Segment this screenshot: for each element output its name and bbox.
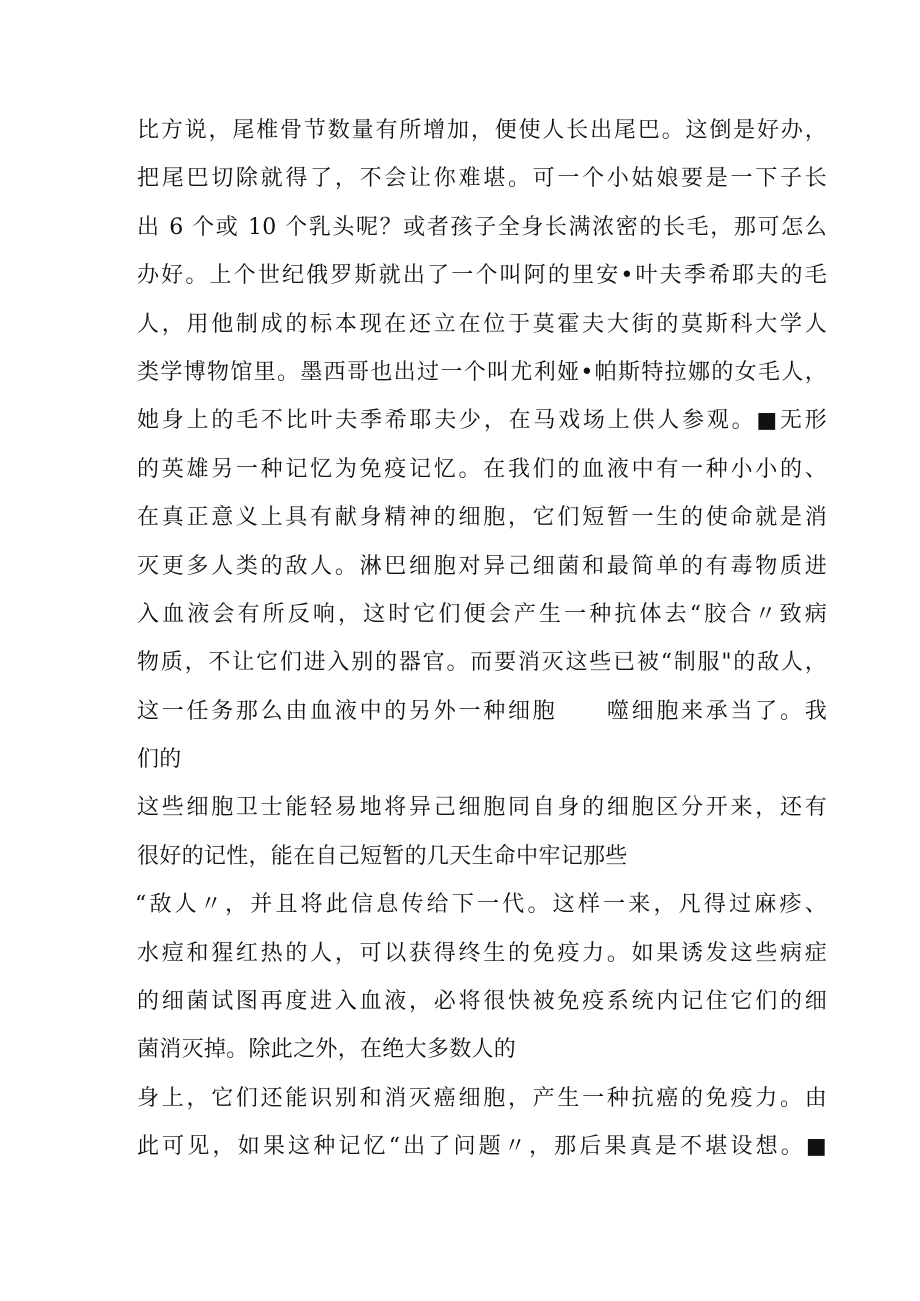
text-line: 把尾巴切除就得了，不会让你难堪。可一个小姑娘要是一下子长 [137,166,827,192]
text-line: 类学博物馆里。墨西哥也出过一个叫尤利娅•帕斯特拉娜的女毛人， [137,359,827,385]
text-line: 办好。上个世纪俄罗斯就出了一个叫阿的里安•叶夫季希耶夫的毛 [137,263,827,289]
text-line: 人，用他制成的标本现在还立在位于莫霍夫大街的莫斯科大学人 [137,311,827,337]
text-line: 的英雄另一种记忆为免疫记忆。在我们的血液中有一种小小的、 [137,456,827,482]
text-line: 菌消灭掉。除此之外，在绝大多数人的 [137,1037,517,1063]
text-line: 灭更多人类的敌人。淋巴细胞对异己细菌和最简单的有毒物质进 [137,553,827,579]
text-line: “敌人〃，并且将此信息传给下一代。这样一来，凡得过麻疹、 [135,892,827,918]
text-line: 比方说，尾椎骨节数量有所增加，便使人长出尾巴。这倒是好办， [137,118,827,143]
text-line: 在真正意义上具有献身精神的细胞，它们短暂一生的使命就是消 [137,505,827,531]
text-line: 这一任务那么由血液中的另外一种细胞 噬细胞来承当了。我 [137,698,827,724]
text-line: 这些细胞卫士能轻易地将异己细胞同自身的细胞区分开来，还有 [137,795,827,821]
text-line: 身上，它们还能识别和消灭癌细胞，产生一种抗癌的免疫力。由 [137,1085,827,1111]
text-line: 入血液会有所反响，这时它们便会产生一种抗体去“胶合〃致病 [137,601,827,627]
text-line: 此可见，如果这种记忆“出了问题〃，那后果真是不堪设想。■ [137,1134,827,1160]
text-line: 物质，不让它们进入别的器官。而要消灭这些已被“制服"的敌人， [137,650,827,676]
text-line: 很好的记性，能在自己短暂的几天生命中牢记那些 [137,843,628,869]
body-text [137,107,827,1172]
text-line: 她身上的毛不比叶夫季希耶夫少，在马戏场上供人参观。■无形 [137,408,827,434]
text-line: 出 6 个或 10 个乳头呢？或者孩子全身长满浓密的长毛，那可怎么 [137,214,827,240]
text-line: 的细菌试图再度进入血液，必将很快被免疫系统内记住它们的细 [137,989,827,1015]
text-line: 们的 [137,747,182,773]
text-line: 水痘和猩红热的人，可以获得终生的免疫力。如果诱发这些病症 [137,940,827,966]
